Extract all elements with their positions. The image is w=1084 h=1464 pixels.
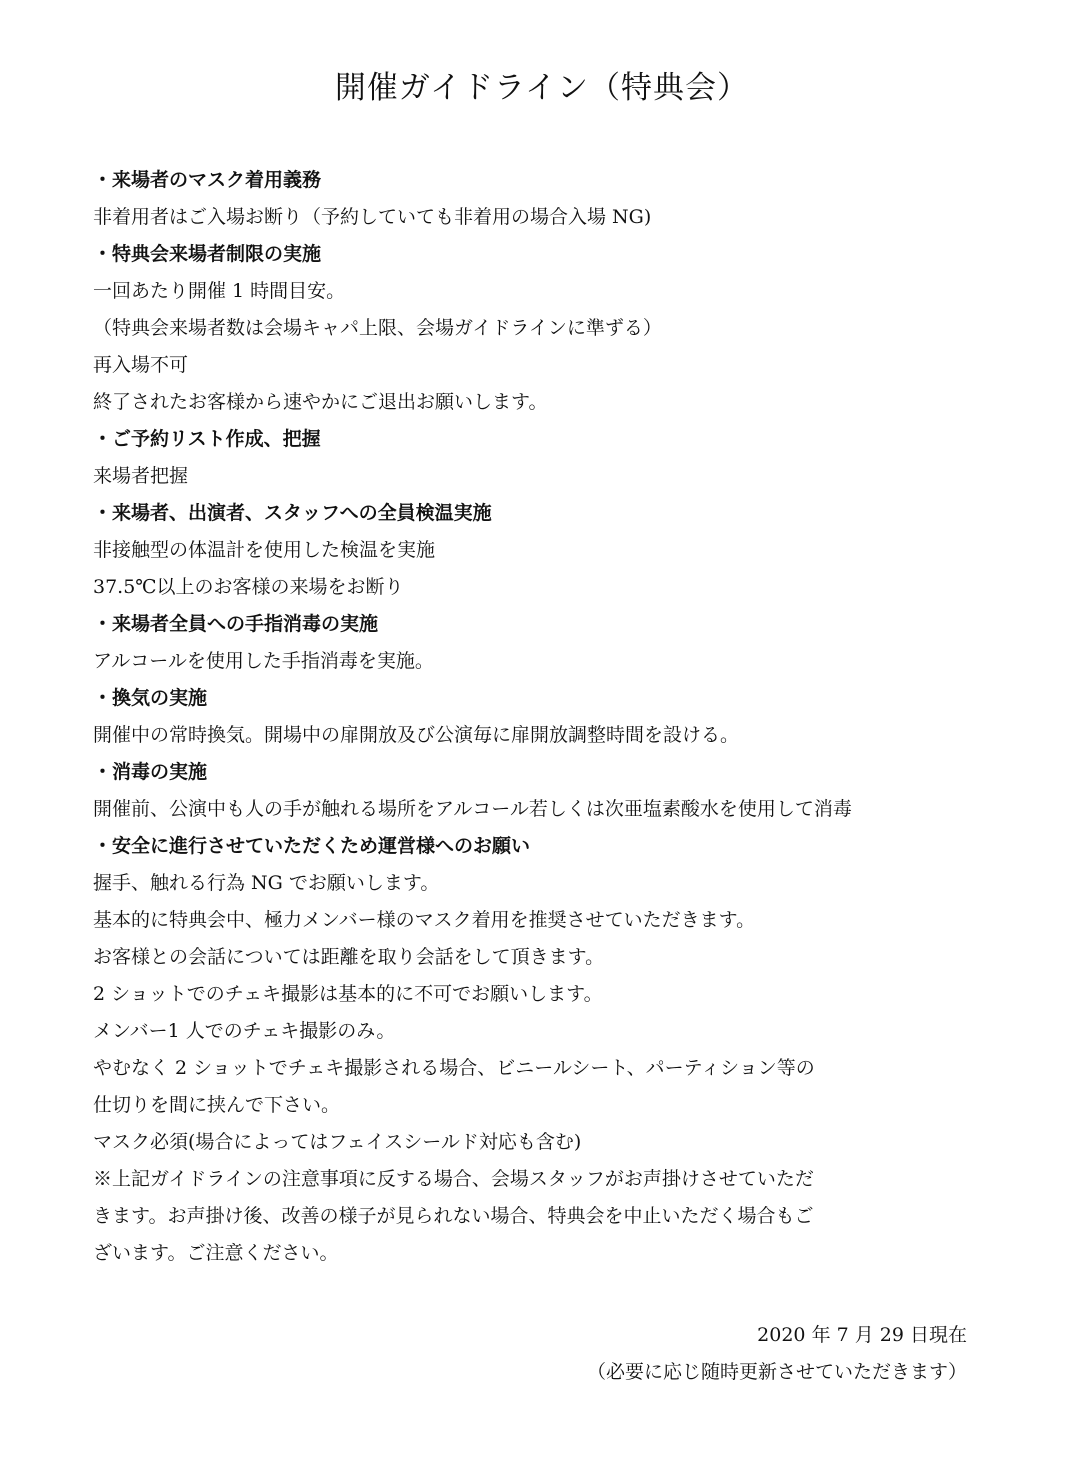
body-line: ざいます。ご注意ください。 — [93, 1242, 339, 1264]
body-line: 再入場不可 — [93, 354, 189, 376]
section-heading: ・消毒の実施 — [93, 761, 208, 783]
footer-date: 2020 年 7 月 29 日現在 — [757, 1324, 967, 1346]
section-heading: ・来場者、出演者、スタッフへの全員検温実施 — [93, 502, 492, 524]
body-line: 握手、触れる行為 NG でお願いします。 — [93, 872, 440, 894]
body-line: ※上記ガイドラインの注意事項に反する場合、会場スタッフがお声掛けさせていただ — [93, 1168, 814, 1190]
page-title: 開催ガイドライン（特典会） — [334, 70, 750, 106]
body-line: 37.5℃以上のお客様の来場をお断り — [93, 576, 404, 598]
body-line: お客様との会話については距離を取り会話をして頂きます。 — [93, 946, 605, 968]
body-line: 終了されたお客様から速やかにご退出お願いします。 — [93, 391, 548, 413]
body-line: アルコールを使用した手指消毒を実施。 — [93, 650, 434, 672]
body-line: メンバー1 人でのチェキ撮影のみ。 — [93, 1020, 396, 1042]
guideline-body — [93, 162, 973, 1272]
section-heading: ・ご予約リスト作成、把握 — [93, 428, 321, 450]
body-line: 非接触型の体温計を使用した検温を実施 — [93, 539, 436, 561]
section-heading: ・換気の実施 — [93, 687, 208, 709]
section-heading: ・安全に進行させていただくため運営様へのお願い — [93, 835, 531, 857]
footer — [587, 1317, 967, 1391]
section-heading: ・来場者全員への手指消毒の実施 — [93, 613, 379, 635]
body-line: 開催中の常時換気。開場中の扉開放及び公演毎に扉開放調整時間を設ける。 — [93, 724, 740, 746]
body-line: 非着用者はご入場お断り（予約していても非着用の場合入場 NG) — [93, 206, 652, 228]
body-line: 2 ショットでのチェキ撮影は基本的に不可でお願いします。 — [93, 983, 603, 1005]
body-line: やむなく 2 ショットでチェキ撮影される場合、ビニールシート、パーティション等の — [93, 1057, 815, 1079]
body-line: きます。お声掛け後、改善の様子が見られない場合、特典会を中止いただく場合もご — [93, 1205, 814, 1227]
body-line: 仕切りを間に挟んで下さい。 — [93, 1094, 341, 1116]
body-line: （特典会来場者数は会場キャパ上限、会場ガイドラインに準ずる） — [93, 317, 662, 339]
section-heading: ・来場者のマスク着用義務 — [93, 169, 322, 191]
body-line: 開催前、公演中も人の手が触れる場所をアルコール若しくは次亜塩素酸水を使用して消毒 — [93, 798, 852, 820]
footer-note: （必要に応じ随時更新させていただきます） — [586, 1361, 967, 1383]
section-heading: ・特典会来場者制限の実施 — [93, 243, 322, 265]
body-line: 一回あたり開催 1 時間目安。 — [93, 280, 346, 302]
body-line: マスク必須(場合によってはフェイスシールド対応も含む) — [93, 1131, 582, 1153]
body-line: 基本的に特典会中、極力メンバー様のマスク着用を推奨させていただきます。 — [93, 909, 756, 931]
body-line: 来場者把握 — [93, 465, 189, 487]
